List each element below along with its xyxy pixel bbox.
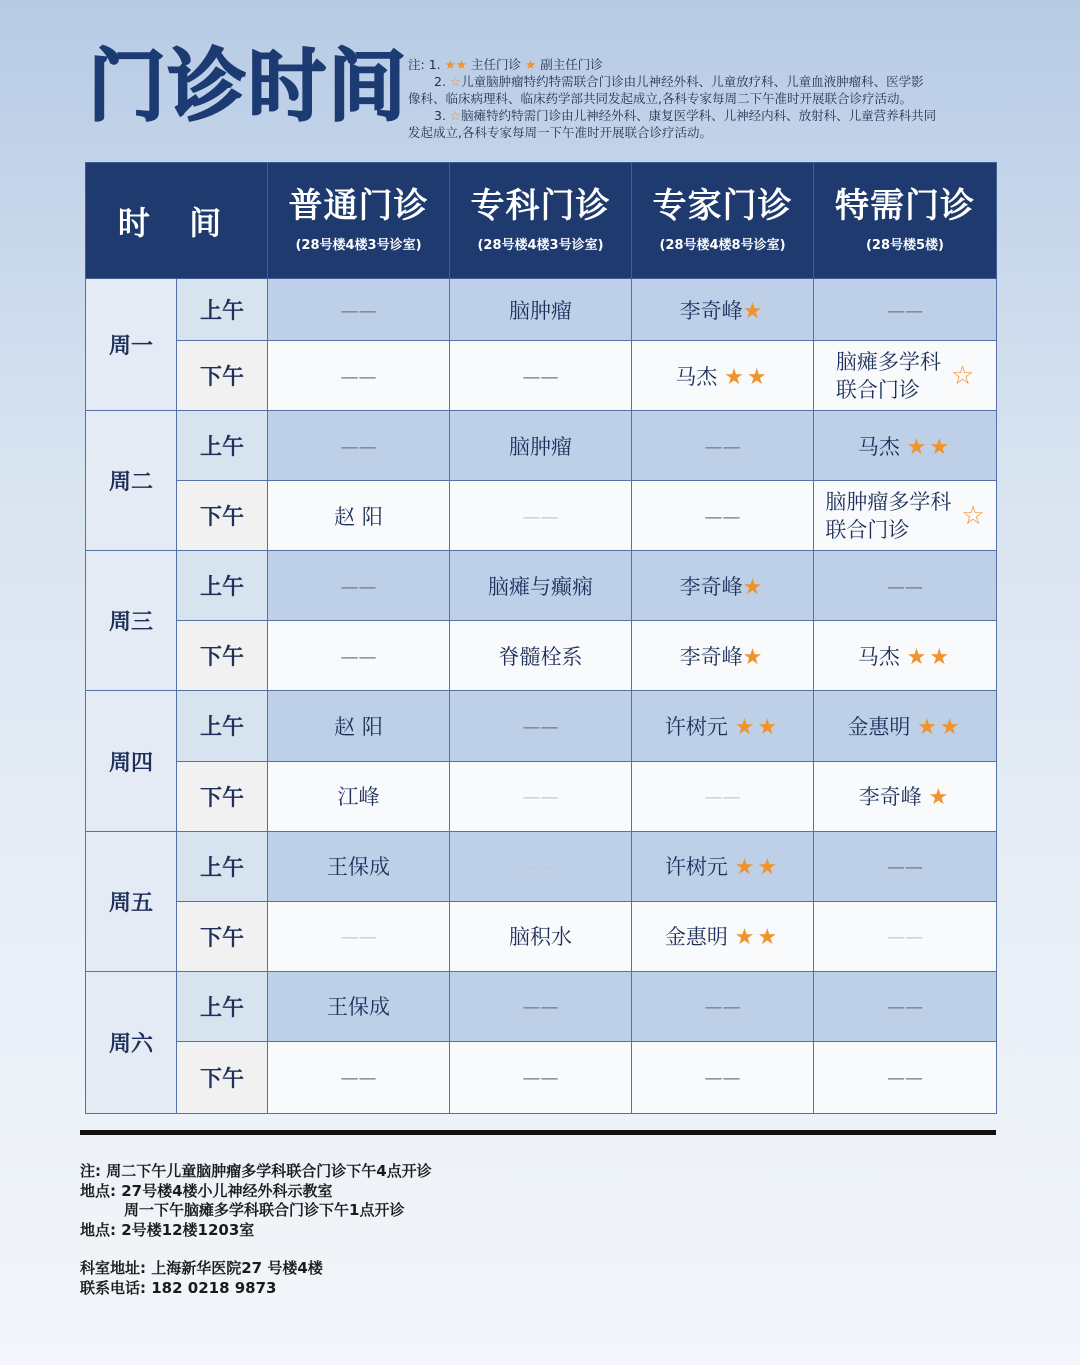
empty-dash: ——: [522, 506, 559, 528]
empty-dash: ——: [340, 300, 377, 322]
period-label: 上午: [177, 551, 268, 621]
table-row: [86, 691, 997, 761]
footer-location-1: 地点: 27号楼4楼小儿神经外科示教室: [80, 1181, 333, 1200]
cell-expert: [632, 341, 814, 411]
empty-dash: ——: [340, 576, 377, 598]
cell-general: 赵 阳: [268, 691, 450, 761]
doctor-name: 李奇峰: [679, 574, 743, 599]
footer-note-1: 注: 周二下午儿童脑肿瘤多学科联合门诊下午4点开诊: [80, 1162, 432, 1180]
doctor-name: 马杰: [857, 434, 900, 459]
cell-special: [814, 621, 997, 691]
cell-expert: [632, 971, 814, 1041]
legend-line-2: [408, 73, 1008, 90]
empty-dash: ——: [340, 1068, 377, 1090]
cell-expert: [632, 1041, 814, 1113]
cell-expert: [632, 551, 814, 621]
cell-specialty: [450, 341, 632, 411]
cell-specialty: [450, 831, 632, 901]
doctor-name: 马杰: [675, 364, 718, 389]
hollow-star-icon: ☆: [950, 360, 975, 391]
cell-specialty: 脑瘫与癫痫: [450, 551, 632, 621]
day-label: 周一: [86, 279, 177, 411]
two-star-icon: ★★: [917, 714, 963, 740]
empty-dash: ——: [887, 576, 923, 598]
cell-specialty: [450, 691, 632, 761]
notes-label: 注:: [408, 57, 425, 72]
cell-expert: [632, 761, 814, 831]
header-general: [268, 163, 450, 279]
star-icon: ★: [742, 574, 766, 600]
legend-line-3: [408, 107, 1008, 124]
table-row: [86, 971, 997, 1041]
table-row: [86, 481, 997, 551]
cell-specialty: 脑肿瘤: [450, 279, 632, 341]
column-title: 专家门诊: [652, 186, 793, 227]
page-title: 门诊时间: [88, 42, 409, 132]
two-star-icon: ★★: [734, 855, 781, 881]
department-address: 科室地址: 上海新华医院27 号楼4楼: [80, 1259, 323, 1277]
period-label: 下午: [177, 1041, 268, 1113]
cell-special: [814, 1041, 997, 1113]
cell-special: [814, 761, 997, 831]
legend-line-3b: 发起成立,各科专家每周一下午准时开展联合诊疗活动。: [408, 125, 712, 140]
table-row: [86, 901, 997, 971]
note-number: 1.: [428, 57, 441, 72]
empty-dash: ——: [887, 1068, 923, 1090]
doctor-name: 李奇峰: [679, 298, 743, 323]
period-label: 下午: [177, 621, 268, 691]
schedule-table: [85, 162, 997, 1114]
header-special: [814, 163, 997, 279]
table-row: [86, 279, 997, 341]
empty-dash: ——: [887, 927, 923, 949]
empty-dash: ——: [887, 857, 923, 879]
footer-location-2: 地点: 2号楼12楼1203室: [80, 1220, 255, 1239]
legend-line-2b: 像科、临床病理科、临床药学部共同发起成立,各科专家每周二下午准时开展联合诊疗活动。: [408, 91, 912, 106]
cell-special: [814, 279, 997, 341]
star-icon: ★: [742, 298, 766, 324]
column-title: 普通门诊: [288, 186, 429, 227]
period-label: 下午: [177, 761, 268, 831]
star-icon: ★: [742, 644, 766, 670]
deputy-label: 副主任门诊: [540, 57, 603, 72]
day-label: 周四: [86, 691, 177, 831]
cell-expert: [632, 831, 814, 901]
cell-specialty: [450, 481, 632, 551]
empty-dash: ——: [522, 857, 559, 879]
cell-special: [814, 551, 997, 621]
cell-special: [814, 901, 997, 971]
column-title: 特需门诊: [835, 186, 975, 227]
empty-dash: ——: [522, 787, 559, 809]
day-label: 周六: [86, 971, 177, 1113]
period-label: 上午: [177, 971, 268, 1041]
cell-expert: [632, 481, 814, 551]
empty-dash: ——: [704, 436, 741, 458]
chief-label: 主任门诊: [471, 57, 522, 72]
star-icon: ★: [928, 785, 952, 811]
empty-dash: ——: [340, 646, 377, 668]
cell-special: [814, 411, 997, 481]
table-row: [86, 341, 997, 411]
day-label: 周三: [86, 551, 177, 691]
cell-general: [268, 551, 450, 621]
table-row: [86, 551, 997, 621]
hollow-star-icon: ☆: [961, 500, 985, 531]
cell-general: [268, 1041, 450, 1113]
doctor-name: 马杰: [857, 644, 900, 669]
two-star-icon: ★★: [734, 925, 781, 951]
cell-general: [268, 279, 450, 341]
empty-dash: ——: [522, 1068, 559, 1090]
cell-expert: [632, 411, 814, 481]
two-star-icon: ★★: [906, 434, 953, 460]
empty-dash: ——: [522, 716, 559, 738]
hollow-star-icon: ☆: [449, 108, 462, 123]
period-label: 下午: [177, 341, 268, 411]
doctor-name: 李奇峰: [679, 644, 743, 669]
cell-general: [268, 621, 450, 691]
cell-special: [814, 831, 997, 901]
table-row: [86, 831, 997, 901]
doctor-name: 金惠明: [847, 714, 911, 739]
period-label: 下午: [177, 481, 268, 551]
star-icon: ★: [525, 57, 537, 72]
empty-dash: ——: [522, 366, 559, 388]
column-room: (28号楼5楼): [865, 237, 945, 253]
column-room: (28号楼4楼3号诊室): [295, 237, 422, 253]
cell-general: [268, 901, 450, 971]
note-text: 脑瘫特约特需门诊由儿神经外科、康复医学科、儿神经内科、放射科、儿童营养科共同: [461, 108, 937, 123]
cell-general: 赵 阳: [268, 481, 450, 551]
period-label: 下午: [177, 901, 268, 971]
empty-dash: ——: [887, 997, 923, 1019]
empty-dash: ——: [340, 927, 377, 949]
two-star-icon: ★★: [444, 57, 468, 72]
day-label: 周五: [86, 831, 177, 971]
empty-dash: ——: [704, 787, 741, 809]
doctor-name: 金惠明: [664, 925, 728, 950]
cell-special: [814, 691, 997, 761]
empty-dash: ——: [340, 436, 377, 458]
period-label: 上午: [177, 831, 268, 901]
cell-specialty: [450, 761, 632, 831]
cell-special: [814, 341, 997, 411]
footer-notes: [80, 1162, 432, 1298]
clinic-name-line1: 脑瘫多学科: [835, 349, 941, 374]
cell-general: [268, 341, 450, 411]
two-star-icon: ★★: [734, 714, 781, 740]
period-label: 上午: [177, 411, 268, 481]
empty-dash: ——: [887, 300, 923, 322]
empty-dash: ——: [704, 997, 741, 1019]
cell-expert: [632, 901, 814, 971]
cell-special: [814, 481, 997, 551]
column-room: (28号楼4楼3号诊室): [477, 237, 604, 253]
empty-dash: ——: [704, 506, 741, 528]
day-label: 周二: [86, 411, 177, 551]
column-title: 专科门诊: [470, 186, 611, 227]
cell-specialty: 脑积水: [450, 901, 632, 971]
cell-general: 王保成: [268, 971, 450, 1041]
table-row: [86, 761, 997, 831]
clinic-name-line2: 联合门诊: [825, 517, 910, 542]
cell-specialty: [450, 971, 632, 1041]
note-number: 2.: [434, 74, 446, 89]
cell-general: 江峰: [268, 761, 450, 831]
cell-specialty: 脑肿瘤: [450, 411, 632, 481]
cell-general: [268, 411, 450, 481]
clinic-name-line2: 联合门诊: [835, 377, 920, 402]
cell-expert: [632, 279, 814, 341]
clinic-name-line1: 脑肿瘤多学科: [825, 489, 952, 514]
cell-expert: [632, 621, 814, 691]
header-specialty: [450, 163, 632, 279]
cell-special: [814, 971, 997, 1041]
cell-general: 王保成: [268, 831, 450, 901]
two-star-icon: ★★: [906, 644, 953, 670]
note-text: 儿童脑肿瘤特约特需联合门诊由儿神经外科、儿童放疗科、儿童血液肿瘤科、医学影: [461, 74, 924, 89]
header-expert: [632, 163, 814, 279]
table-row: [86, 1041, 997, 1113]
two-star-icon: ★★: [724, 364, 770, 390]
empty-dash: ——: [522, 997, 559, 1019]
divider: [80, 1130, 996, 1135]
cell-specialty: [450, 1041, 632, 1113]
column-room: (28号楼4楼8号诊室): [659, 237, 786, 253]
period-label: 上午: [177, 691, 268, 761]
table-row: [86, 621, 997, 691]
legend-notes: [408, 56, 1008, 141]
hollow-star-icon: ☆: [449, 74, 462, 89]
empty-dash: ——: [340, 366, 377, 388]
empty-dash: ——: [704, 1068, 741, 1090]
cell-expert: [632, 691, 814, 761]
legend-line-1: [408, 56, 1008, 73]
cell-specialty: 脊髓栓系: [450, 621, 632, 691]
period-label: 上午: [177, 279, 268, 341]
header-time: 时 间: [86, 163, 268, 279]
doctor-name: 李奇峰: [858, 785, 922, 810]
doctor-name: 许树元: [664, 714, 728, 739]
doctor-name: 许树元: [664, 855, 728, 880]
note-number: 3.: [434, 108, 446, 123]
footer-note-2: 周一下午脑瘫多学科联合门诊下午1点开诊: [124, 1201, 405, 1219]
table-row: [86, 411, 997, 481]
contact-phone: 联系电话: 182 0218 9873: [80, 1278, 277, 1297]
